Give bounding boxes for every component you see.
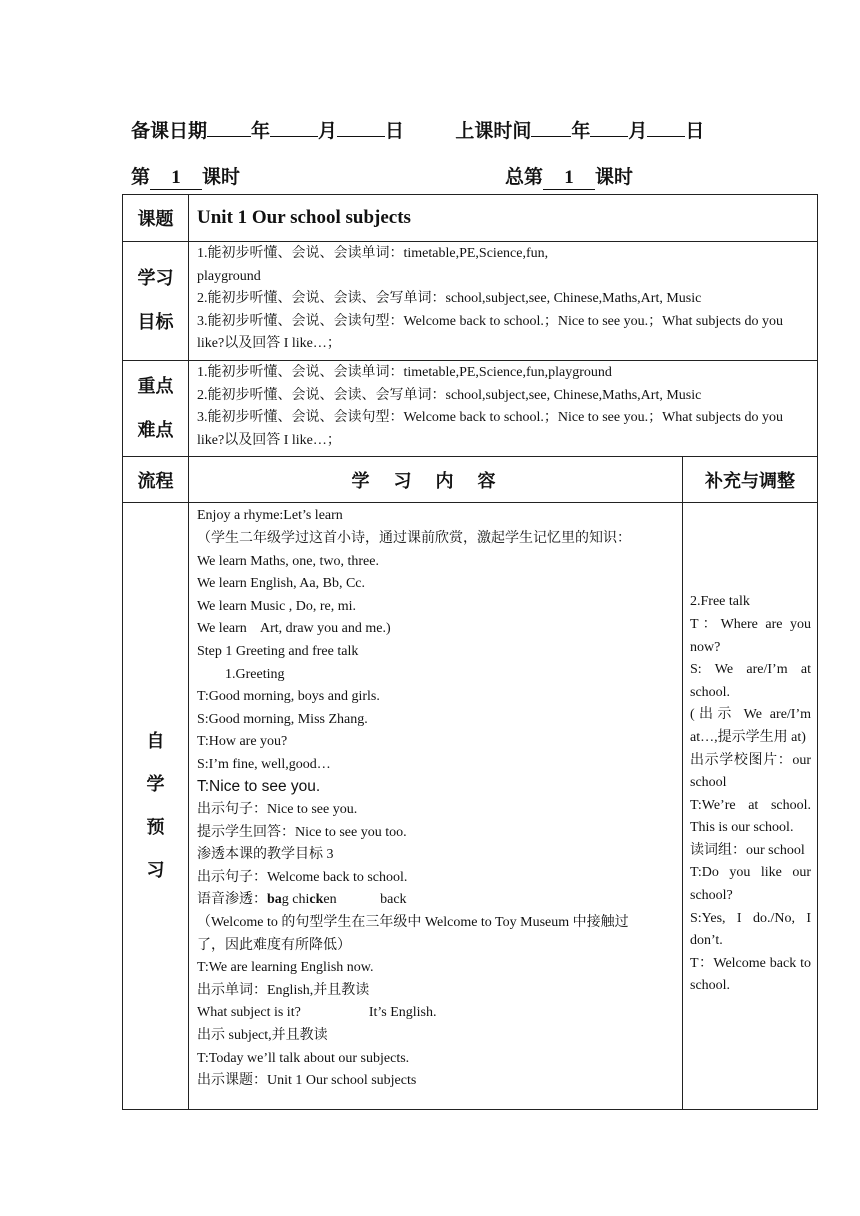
- prep-month-blank: [270, 118, 318, 137]
- total-number: 1: [543, 167, 595, 190]
- content-line: We learn Art, draw you and me.): [197, 621, 391, 637]
- process-header-row: [123, 457, 818, 503]
- objectives-row: [123, 242, 818, 361]
- total-prefix: 总第: [505, 166, 544, 188]
- content-col-header: 学习内容: [189, 457, 683, 503]
- prep-day-label: 日: [385, 120, 405, 142]
- note-line: (出示 We are/I’m at…,提示学生用 at): [690, 707, 812, 745]
- prep-day-blank: [337, 118, 385, 137]
- class-year-blank: [531, 118, 571, 137]
- phonics-line: 语音渗透：bag chicken back: [197, 892, 407, 908]
- note-line: T:We’re at school. This is our school.: [690, 797, 812, 836]
- prep-year-label: 年: [251, 120, 271, 142]
- content-line: Enjoy a rhyme:Let’s learn: [197, 508, 343, 524]
- content-line: What subject is it? It’s English.: [197, 1005, 437, 1021]
- class-year-label: 年: [571, 120, 591, 142]
- content-line: 渗透本课的教学目标 3: [197, 847, 334, 863]
- key-points-label: 重点 难点: [123, 360, 189, 456]
- note-line: 读词组：our school: [690, 842, 805, 858]
- content-line: （学生二年级学过这首小诗，通过课前欣赏，激起学生记忆里的知识：: [197, 530, 631, 546]
- content-line: T:Today we’ll talk about our subjects.: [197, 1050, 410, 1066]
- content-line: S:I’m fine, well,good…: [197, 756, 331, 772]
- self-study-label: 自 学 预 习: [123, 503, 189, 1110]
- note-line: S:Yes, I do./No, I don’t.: [690, 910, 812, 949]
- key-point-line: 1.能初步听懂、会说、会读单词：timetable,PE,Science,fun,playground: [197, 364, 612, 380]
- content-line: T:We are learning English now.: [197, 960, 374, 976]
- self-study-content: [189, 503, 683, 1110]
- note-line: 2.Free talk: [690, 594, 750, 610]
- topic-row: [123, 195, 818, 242]
- process-col-header: 流程: [123, 457, 189, 503]
- objective-line: 2.能初步听懂、会说、会读、会写单词：school,subject,see, Chinese,Maths,Art, Music: [197, 291, 702, 307]
- content-line: We learn Maths, one, two, three.: [197, 553, 379, 569]
- class-day-blank: [647, 118, 685, 137]
- content-line: We learn Music , Do, re, mi.: [197, 598, 357, 614]
- prep-year-blank: [207, 118, 251, 137]
- content-line: 出示句子：Nice to see you.: [197, 802, 358, 818]
- content-line: 提示学生回答：Nice to see you too.: [197, 824, 407, 840]
- phonics-bold: ba: [267, 892, 282, 908]
- note-line: 出示学校图片：our school: [690, 752, 812, 791]
- objective-line: 3.能初步听懂、会说、会读句型：Welcome back to school.；Nice to see you.；What subjects do you: [197, 313, 783, 329]
- content-line: 1.Greeting: [197, 666, 285, 682]
- key-point-line: 2.能初步听懂、会说、会读、会写单词：school,subject,see, Chinese,Maths,Art, Music: [197, 387, 702, 403]
- lesson-suffix: 课时: [202, 166, 241, 188]
- prep-date-label: 备课日期: [131, 120, 208, 142]
- content-line: 出示单词：English,并且教读: [197, 982, 370, 998]
- content-line: S:Good morning, Miss Zhang.: [197, 711, 368, 727]
- self-study-row: [123, 503, 818, 1110]
- objectives-text: [189, 242, 818, 361]
- content-line: T:How are you?: [197, 734, 288, 750]
- adjust-col-header: 补充与调整: [683, 457, 818, 503]
- note-line: S: We are/I’m at school.: [690, 662, 812, 700]
- phonics-bold: ck: [309, 892, 324, 908]
- content-line: T:Nice to see you.: [197, 778, 321, 796]
- total-lesson-line: [505, 162, 633, 190]
- class-day-label: 日: [685, 120, 705, 142]
- class-date-label: 上课时间: [455, 120, 532, 142]
- prep-date-line: [131, 116, 704, 143]
- content-line: 出示课题：Unit 1 Our school subjects: [197, 1073, 417, 1089]
- lesson-number-line: [131, 162, 240, 190]
- content-line: 出示 subject,并且教读: [197, 1028, 328, 1043]
- adjustment-notes: [683, 503, 818, 1110]
- note-line: T：Where are you now?: [690, 616, 812, 655]
- prep-month-label: 月: [318, 120, 338, 142]
- note-line: T:Do you like our school?: [690, 865, 812, 904]
- lesson-plan-table: [122, 194, 818, 1110]
- key-points-row: [123, 360, 818, 456]
- key-points-text: [189, 360, 818, 456]
- content-line: 了，因此难度有所降低）: [197, 937, 351, 953]
- content-line: Step 1 Greeting and free talk: [197, 643, 359, 659]
- lesson-number: 1: [150, 167, 202, 190]
- class-month-blank: [590, 118, 628, 137]
- topic-value: Unit 1 Our school subjects: [189, 195, 818, 242]
- content-line: T:Good morning, boys and girls.: [197, 689, 380, 705]
- objectives-label: 学习 目标: [123, 242, 189, 361]
- objective-line: playground: [197, 268, 261, 284]
- content-line: We learn English, Aa, Bb, Cc.: [197, 576, 366, 592]
- key-point-line: like?以及回答 I like…；: [197, 432, 341, 448]
- content-line: 出示句子：Welcome back to school.: [197, 869, 408, 885]
- lesson-prefix: 第: [131, 166, 151, 188]
- key-point-line: 3.能初步听懂、会说、会读句型：Welcome back to school.；Nice to see you.；What subjects do you: [197, 410, 783, 426]
- note-line: T：Welcome back to school.: [690, 955, 812, 994]
- content-line: （Welcome to 的句型学生在三年级中 Welcome to Toy Museum 中接触过: [197, 915, 629, 931]
- total-suffix: 课时: [595, 166, 634, 188]
- topic-label: 课题: [123, 195, 189, 242]
- objective-line: like?以及回答 I like…；: [197, 336, 341, 352]
- objective-line: 1.能初步听懂、会说、会读单词：timetable,PE,Science,fun,: [197, 246, 549, 261]
- class-month-label: 月: [628, 120, 648, 142]
